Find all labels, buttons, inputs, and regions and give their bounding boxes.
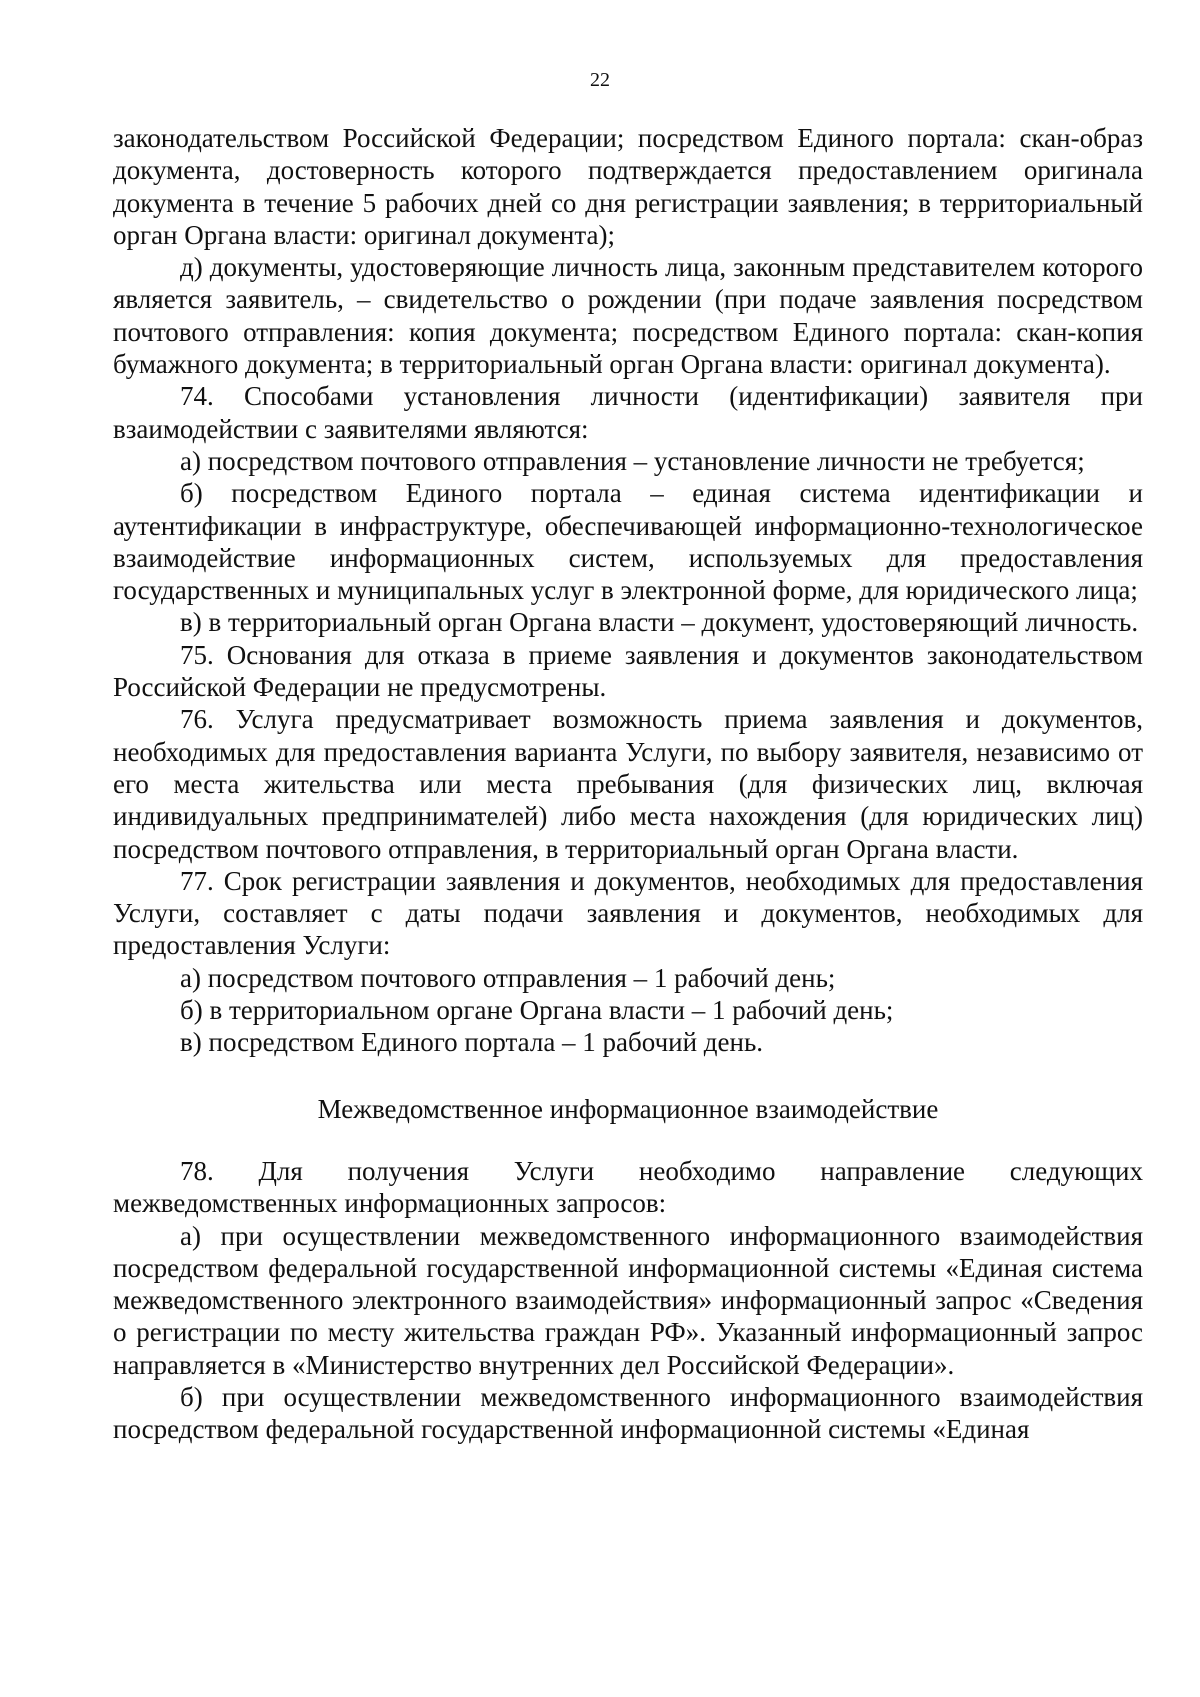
page-number: 22 [590, 69, 610, 91]
paragraph-78-a: а) при осуществлении межведомственного информационного взаимодействия посредством федеральной государственной информационной системы «Единая система межведомственного электронного взаимодействия» информационный запрос «Сведения о регистрации по месту жительства граждан РФ». Указанный информационный запрос направляется в «Министерство внутренних дел Российской Федерации». [113, 1220, 1143, 1380]
paragraph-74-v: в) в территориальный орган Органа власти – документ, удостоверяющий личность. [180, 607, 1139, 638]
paragraph-77: 77. Срок регистрации заявления и документов, необходимых для предоставления Услуги, составляет с даты подачи заявления и документов, необходимых для предоставления Услуги: [113, 865, 1143, 961]
paragraph-continuation: законодательством Российской Федерации; посредством Единого портала: скан-образ документа, достоверность которого подтверждается предоставлением оригинала документа в течение 5 рабочих дней со дня регистрации заявления; в территориальный орган Органа власти: оригинал документа); [113, 123, 1143, 250]
paragraph-74-b: б) посредством Единого портала – единая система идентификации и аутентификации в инфраструктуре, обеспечивающей информационно-технологическое взаимодействие информационных систем, используемых для предоставления государственных и муниципальных услуг в электронной форме, для юридического лица; [113, 478, 1143, 606]
paragraph-76: 76. Услуга предусматривает возможность приема заявления и документов, необходимых для предоставления варианта Услуги, по выбору заявителя, независимо от его места жительства или места пребывания (для физических лиц, включая индивидуальных предпринимателей) либо места нахождения (для юридических лиц) посредством почтового отправления, в территориальный орган Органа власти. [113, 704, 1143, 864]
paragraph-77-b: б) в территориальном органе Органа власти – 1 рабочий день; [180, 995, 894, 1026]
paragraph-77-a: а) посредством почтового отправления – 1 рабочий день; [180, 962, 836, 993]
paragraph-77-v: в) посредством Единого портала – 1 рабочий день. [180, 1027, 764, 1058]
document-body [113, 122, 1143, 1446]
paragraph-78: 78. Для получения Услуги необходимо направление следующих межведомственных информационных запросов: [113, 1155, 1143, 1219]
section-heading: Межведомственное информационное взаимодействие [317, 1093, 939, 1124]
paragraph-78-b: б) при осуществлении межведомственного информационного взаимодействия посредством федеральной государственной информационной системы «Единая [113, 1381, 1143, 1445]
paragraph-item-d: д) документы, удостоверяющие личность лица, законным представителем которого является заявитель, – свидетельство о рождении (при подаче заявления посредством почтового отправления: копия документа; посредством Единого портала: скан-копия бумажного документа; в территориальный орган Органа власти: оригинал документа). [113, 252, 1143, 380]
paragraph-75: 75. Основания для отказа в приеме заявления и документов законодательством Российской Федерации не предусмотрены. [113, 639, 1143, 703]
paragraph-74-a: а) посредством почтового отправления – установление личности не требуется; [180, 445, 1085, 476]
paragraph-74: 74. Способами установления личности (идентификации) заявителя при взаимодействии с заявителями являются: [113, 381, 1143, 444]
